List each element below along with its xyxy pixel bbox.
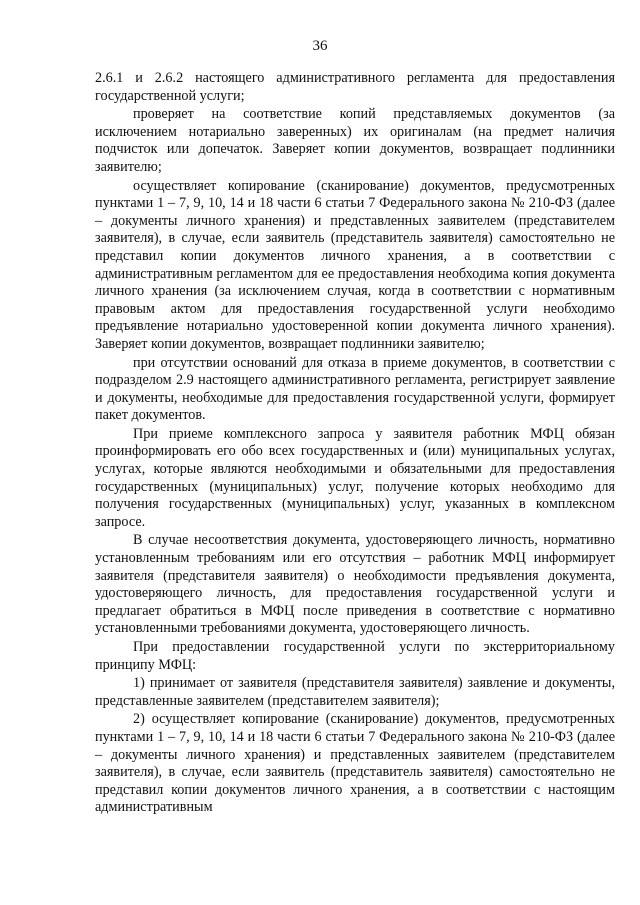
paragraph-extraterritorial: При предоставлении государственной услуги по экстерриториальному принципу МФЦ: bbox=[95, 639, 615, 673]
paragraph-continuation: 2.6.1 и 2.6.2 настоящего административного регламента для предоставления государственной услуги; bbox=[95, 70, 615, 104]
document-body bbox=[95, 70, 615, 818]
paragraph-register-application: при отсутствии оснований для отказа в приеме документов, в соответствии с подразделом 2.9 настоящего административного регламента, регистрирует заявление и документы, необходимые для предоставления государственной услуги, формирует пакет документов. bbox=[95, 354, 615, 424]
paragraph-verify-copies: проверяет на соответствие копий представляемых документов (за исключением нотариально заверенных) их оригиналам (на предмет наличия подчисток или допечаток. Заверяет копии документов, возвращает подлинники заявителю; bbox=[95, 106, 615, 175]
paragraph-complex-request: При приеме комплексного запроса у заявителя работник МФЦ обязан проинформировать его обо всех государственных и (или) муниципальных услугах, услугах, которые являются необходимыми и обязательными для предоставления государственных (муниципальных) услуг, получение которых необходимо для получения государственных (муниципальных) услуг, указанных в комплексном запросе. bbox=[95, 425, 615, 530]
paragraph-identity-document: В случае несоответствия документа, удостоверяющего личность, нормативно установленным требованиям или его отсутствия – работник МФЦ информирует заявителя (представителя заявителя) о необходимости предъявления документа, удостоверяющего личность, для предоставления государственной услуги и предлагает обратиться в МФЦ после приведения в соответствие с нормативно установленными требованиями документа, удостоверяющего личность. bbox=[95, 532, 615, 637]
list-item-2: 2) осуществляет копирование (сканирование) документов, предусмотренных пунктами 1 – 7, 9, 10, 14 и 18 части 6 статьи 7 Федерального закона № 210-ФЗ (далее – документы личного хранения) и представленных заявителем (представителем заявителя), в случае, если заявитель (представитель заявителя) самостоятельно не представил копии документов личного хранения, а в соответствии с настоящим административным bbox=[95, 711, 615, 816]
page-number: 36 bbox=[312, 38, 328, 54]
paragraph-copy-documents: осуществляет копирование (сканирование) документов, предусмотренных пунктами 1 – 7, 9, 10, 14 и 18 части 6 статьи 7 Федерального закона № 210-ФЗ (далее – документы личного хранения) и представленных заявителем (представителем заявителя), в случае, если заявитель (представитель заявителя) самостоятельно не представил копии документов личного хранения, а в соответствии с административным регламентом для ее предоставления необходима копия документа личного хранения (за исключением случая, когда в соответствии с нормативным правовым актом для предоставления государственной услуги необходимо предъявление нотариально удостоверенной копии документа личного хранения). Заверяет копии документов, возвращает подлинники заявителю; bbox=[95, 177, 615, 352]
list-item-1: 1) принимает от заявителя (представителя заявителя) заявление и документы, представленные заявителем (представителем заявителя); bbox=[95, 675, 615, 709]
